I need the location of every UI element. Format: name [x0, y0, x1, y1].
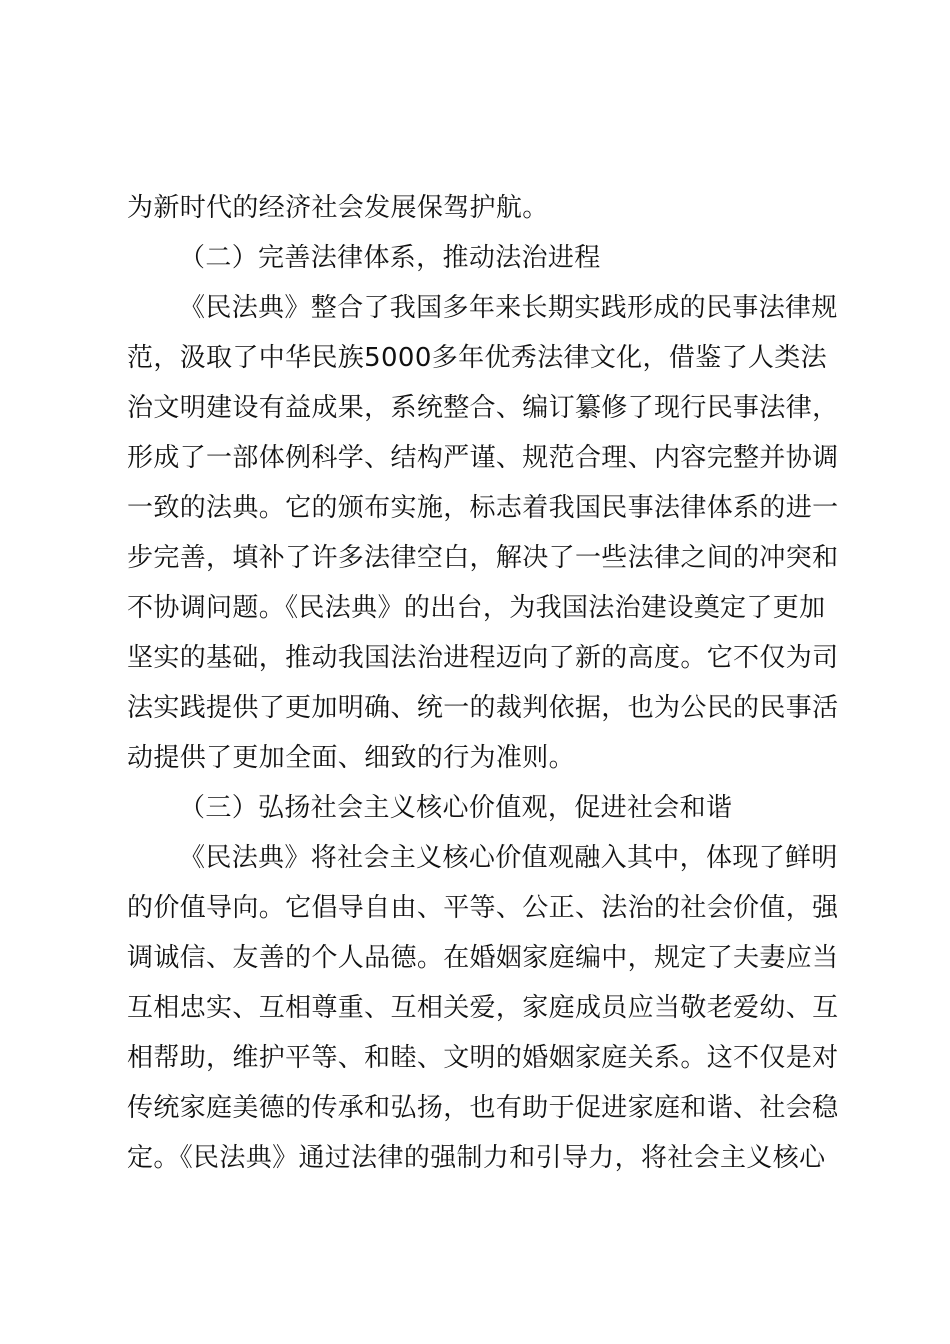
text-line: 范，汲取了中华民族5000多年优秀法律文化，借鉴了人类法	[127, 343, 827, 373]
text-line: 传统家庭美德的传承和弘扬，也有助于促进家庭和谐、社会稳	[127, 1093, 839, 1123]
text-line: 《民法典》将社会主义核心价值观融入其中，体现了鲜明	[179, 843, 838, 873]
text-line: 为新时代的经济社会发展保驾护航。	[127, 193, 549, 223]
text-line: 互相忠实、互相尊重、互相关爱，家庭成员应当敬老爱幼、互	[127, 993, 839, 1023]
text-line: 形成了一部体例科学、结构严谨、规范合理、内容完整并协调	[127, 443, 839, 473]
text-line: 定。《民法典》通过法律的强制力和引导力，将社会主义核心	[127, 1143, 826, 1173]
text-line: 《民法典》整合了我国多年来长期实践形成的民事法律规	[179, 293, 838, 323]
section-heading-2: （二）完善法律体系，推动法治进程	[179, 243, 601, 273]
text-line: 不协调问题。《民法典》的出台，为我国法治建设奠定了更加	[127, 593, 826, 623]
text-line: 治文明建设有益成果，系统整合、编订纂修了现行民事法律，	[127, 393, 839, 423]
text-line: 一致的法典。它的颁布实施，标志着我国民事法律体系的进一	[127, 493, 839, 523]
text-line: 相帮助，维护平等、和睦、文明的婚姻家庭关系。这不仅是对	[127, 1043, 839, 1073]
text-line: 调诚信、友善的个人品德。在婚姻家庭编中，规定了夫妻应当	[127, 943, 839, 973]
text-line: 法实践提供了更加明确、统一的裁判依据，也为公民的民事活	[127, 693, 839, 723]
text-line: 动提供了更加全面、细致的行为准则。	[127, 743, 575, 773]
section-heading-3: （三）弘扬社会主义核心价值观，促进社会和谐	[179, 793, 733, 823]
text-line: 的价值导向。它倡导自由、平等、公正、法治的社会价值，强	[127, 893, 839, 923]
body-text	[127, 183, 839, 1183]
text-line: 坚实的基础，推动我国法治进程迈向了新的高度。它不仅为司	[127, 643, 839, 673]
text-line: 步完善，填补了许多法律空白，解决了一些法律之间的冲突和	[127, 543, 839, 573]
